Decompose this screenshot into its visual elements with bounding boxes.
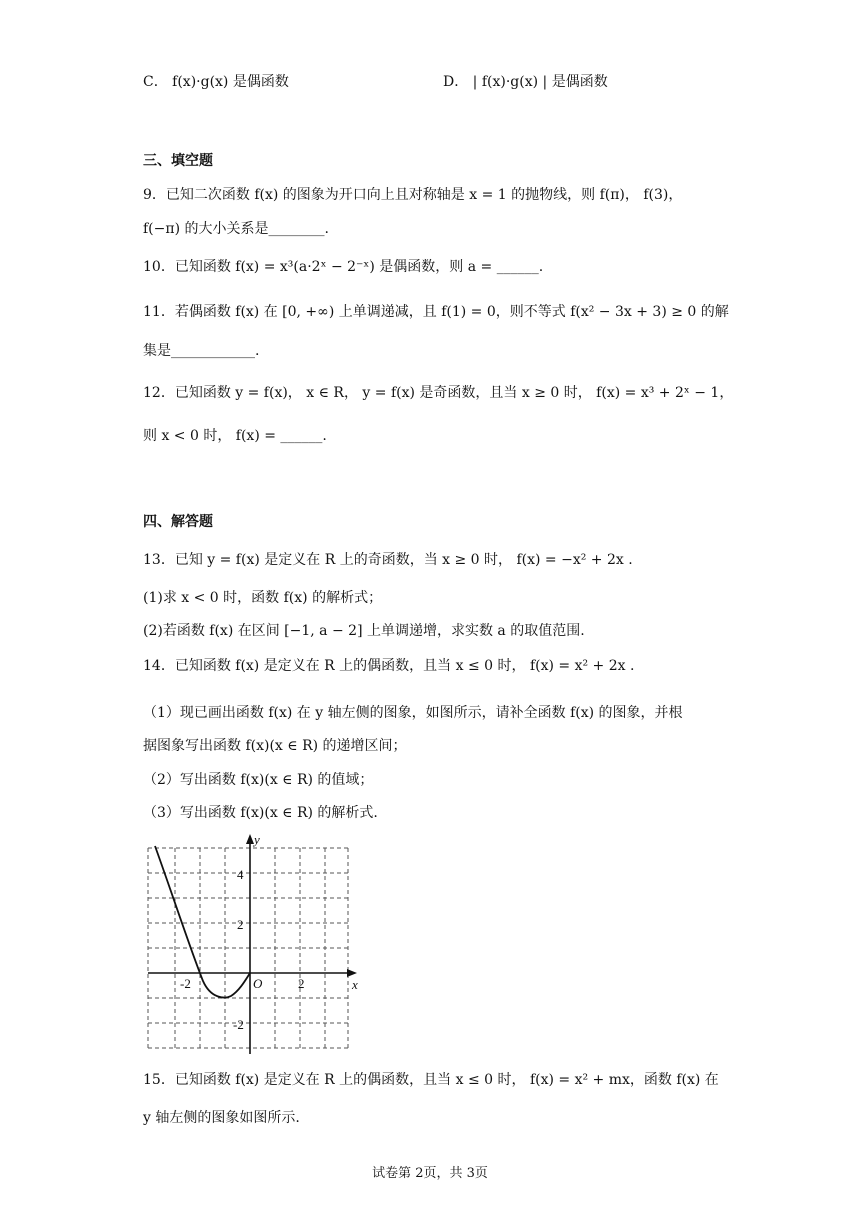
question-9-line-2: f(−π) 的大小关系是________. (143, 221, 329, 237)
question-14-part-2: （2）写出函数 f(x)(x ∈ R) 的值域； (143, 772, 374, 788)
question-15-line-1: 15．已知函数 f(x) 是定义在 R 上的偶函数，且当 x ≤ 0 时， f(x) = x² + mx，函数 f(x) 在 (143, 1072, 719, 1088)
page-footer: 试卷第 2页，共 3页 (372, 1166, 488, 1181)
question-14-part-1b: 据图象写出函数 f(x)(x ∈ R) 的递增区间； (143, 738, 407, 754)
question-13-line-1: 13．已知 y = f(x) 是定义在 R 上的奇函数，当 x ≥ 0 时， f(x) = −x² + 2x . (143, 552, 633, 568)
x-axis-arrow (347, 969, 357, 977)
y-axis-arrow (246, 834, 254, 844)
tick-y-4: 4 (237, 867, 244, 882)
tick-x-2: 2 (298, 976, 305, 991)
question-9-line-1: 9．已知二次函数 f(x) 的图象为开口向上且对称轴是 x = 1 的抛物线，则 f(π)， f(3)， (143, 187, 683, 203)
curve-left (155, 846, 250, 997)
tick-x-neg2: -2 (180, 976, 191, 991)
question-14-part-1a: （1）现已画出函数 f(x) 在 y 轴左侧的图象，如图所示，请补全函数 f(x) 的图象，并根 (143, 705, 683, 721)
question-13-part-1: (1)求 x < 0 时，函数 f(x) 的解析式； (143, 590, 383, 606)
option-d: D． | f(x)·g(x) | 是偶函数 (443, 74, 608, 90)
y-axis-label: y (254, 832, 260, 847)
question-14-part-3: （3）写出函数 f(x)(x ∈ R) 的解析式. (143, 805, 378, 821)
x-axis-label: x (352, 977, 358, 992)
section-title-fill-in: 三、填空题 (143, 153, 213, 169)
question-11-line-1: 11．若偶函数 f(x) 在 [0, +∞) 上单调递减，且 f(1) = 0，则不等式 f(x² − 3x + 3) ≥ 0 的解 (143, 304, 729, 320)
question-10: 10．已知函数 f(x) = x³(a·2ˣ − 2⁻ˣ) 是偶函数，则 a = ______. (143, 259, 544, 275)
option-c: C． f(x)·g(x) 是偶函数 (143, 74, 289, 90)
question-15-line-2: y 轴左侧的图象如图所示. (143, 1110, 300, 1126)
question-11-line-2: 集是____________. (143, 343, 260, 359)
question-12-line-1: 12．已知函数 y = f(x)， x ∈ R， y = f(x) 是奇函数，且当 x ≥ 0 时， f(x) = x³ + 2ˣ − 1， (143, 385, 734, 401)
question-13-part-2: (2)若函数 f(x) 在区间 [−1, a − 2] 上单调递增，求实数 a 的取值范围. (143, 623, 585, 639)
origin-label: O (253, 976, 263, 991)
tick-y-2: 2 (237, 917, 244, 932)
grid (148, 848, 348, 1048)
tick-y-neg2: -2 (233, 1017, 244, 1032)
question-14-line-1: 14．已知函数 f(x) 是定义在 R 上的偶函数，且当 x ≤ 0 时， f(x) = x² + 2x . (143, 658, 635, 674)
section-title-answer: 四、解答题 (143, 514, 213, 530)
function-graph (143, 831, 358, 1056)
question-12-line-2: 则 x < 0 时， f(x) = ______. (143, 428, 327, 444)
